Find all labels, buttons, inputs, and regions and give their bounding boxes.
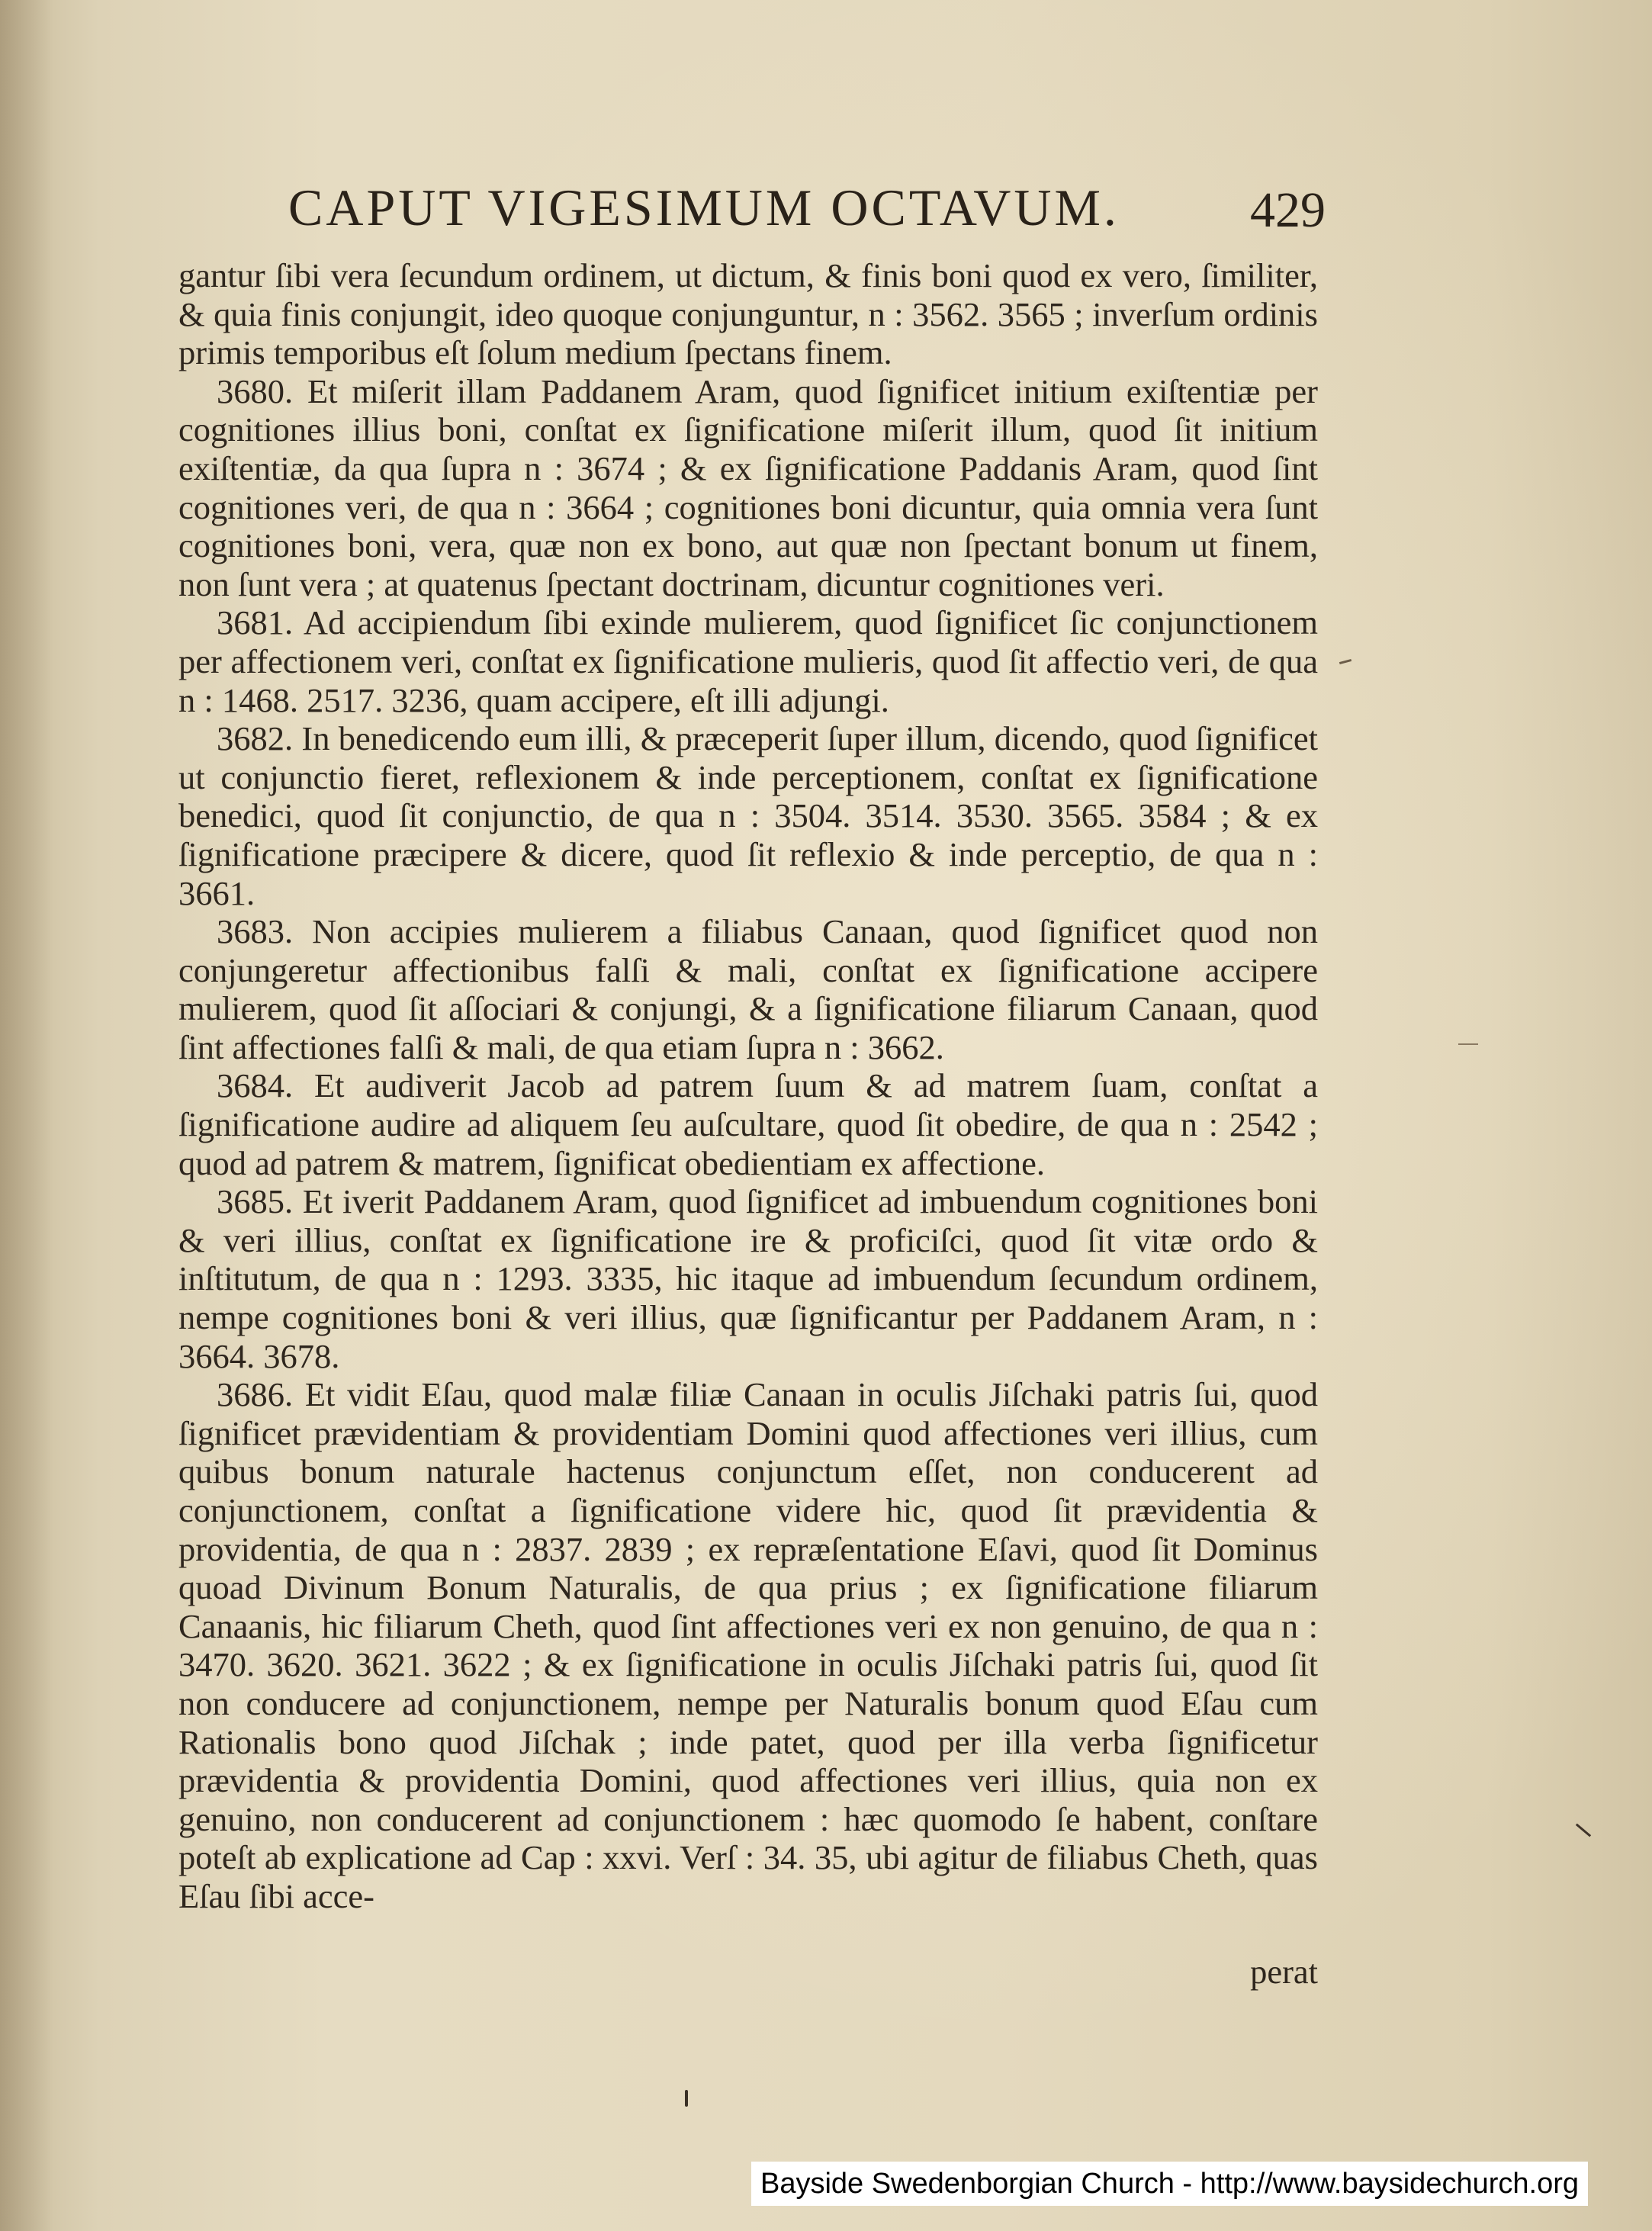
paper-speck xyxy=(1576,1824,1591,1837)
page-header xyxy=(288,169,1326,246)
watermark-credit: Bayside Swedenborgian Church - http://www.baysidechurch.org xyxy=(751,2162,1588,2206)
page-number: 429 xyxy=(1250,182,1326,238)
paragraph-3683: 3683. Non accipies mulierem a filiabus Canaan, quod ſignificet quod non conjungeretur affectionibus falſi & mali, conſtat ex ſignificatione accipere mulierem, quod ſit aſſociari & conjungi, & a ſignificatione filiarum Canaan, quod ſint affectiones falſi & mali, de qua etiam ſupra n : 3662. xyxy=(178,912,1318,1066)
paragraph-3684: 3684. Et audiverit Jacob ad patrem ſuum & ad matrem ſuam, conſtat a ſignificatione audire ad aliquem ſeu auſcultare, quod ſit obedire, de qua n : 2542 ; quod ad patrem & matrem, ſignificat obedientiam ex affectione. xyxy=(178,1066,1318,1182)
paragraph-continuation: gantur ſibi vera ſecundum ordinem, ut dictum, & finis boni quod ex vero, ſimiliter, & quia finis conjungit, ideo quoque conjunguntur, n : 3562. 3565 ; inverſum ordinis primis temporibus eſt ſolum medium ſpectans finem. xyxy=(178,256,1318,372)
ink-mark xyxy=(685,2090,688,2107)
body-text xyxy=(178,256,1318,1916)
paragraph-3680: 3680. Et miſerit illam Paddanem Aram, quod ſignificet initium exiſtentiæ per cognitiones illius boni, conſtat ex ſignificatione miſerit illum, quod ſit initium exiſtentiæ, da qua ſupra n : 3674 ; & ex ſignificatione Paddanis Aram, quod ſint cognitiones veri, de qua n : 3664 ; cognitiones boni dicuntur, quia omnia vera ſunt cognitiones boni, vera, quæ non ex bono, aut quæ non ſpectant bonum ut finem, non ſunt vera ; at quatenus ſpectant doctrinam, dicuntur cognitiones veri. xyxy=(178,371,1318,603)
running-title: CAPUT VIGESIMUM OCTAVUM. xyxy=(288,178,1120,236)
paper-speck xyxy=(1458,1043,1478,1045)
paragraph-3685: 3685. Et iverit Paddanem Aram, quod ſignificet ad imbuendum cognitiones boni & veri illius, conſtat ex ſignificatione ire & proficiſci, quod ſit vitæ ordo & inſtitutum, de qua n : 1293. 3335, hic itaque ad imbuendum ſecundum ordinem, nempe cognitiones boni & veri illius, quæ ſignificantur per Paddanem Aram, n : 3664. 3678. xyxy=(178,1182,1318,1375)
paragraph-3686: 3686. Et vidit Eſau, quod malæ filiæ Canaan in oculis Jiſchaki patris ſui, quod ſignificet prævidentiam & providentiam Domini quod affectiones veri illius, cum quibus bonum naturale hactenus conjunctum eſſet, non conducerent ad conjunctionem, conſtat a ſignificatione videre hic, quod ſit prævidentia & providentia, de qua n : 2837. 2839 ; ex repræſentatione Eſavi, quod ſit Dominus quoad Divinum Bonum Naturalis, de qua prius ; ex ſignificatione filiarum Canaanis, hic filiarum Cheth, quod ſint affectiones veri ex non genuino, de qua n : 3470. 3620. 3621. 3622 ; & ex ſignificatione in oculis Jiſchaki patris ſui, quod ſit non conducere ad conjunctionem, nempe per Naturalis bonum quod Eſau cum Rationalis bono quod Jiſchak ; inde patet, quod per illa verba ſignificetur prævidentia & providentia Domini, quod affectiones veri illius, quia non ex genuino, non conducerent ad conjunctionem : hæc quomodo ſe habent, conſtare poteſt ab explicatione ad Cap : xxvi. Verſ : 34. 35, ubi agitur de filiabus Cheth, quas Eſau ſibi acce- xyxy=(178,1375,1318,1915)
catchword: perat xyxy=(1250,1953,1318,1991)
paper-speck xyxy=(1339,659,1351,664)
paragraph-3682: 3682. In benedicendo eum illi, & præceperit ſuper illum, dicendo, quod ſignificet ut conjunctio fieret, reflexionem & inde perceptionem, conſtat ex ſignificatione benedici, quod ſit conjunctio, de qua n : 3504. 3514. 3530. 3565. 3584 ; & ex ſignificatione præcipere & dicere, quod ſit reflexio & inde perceptio, de qua n : 3661. xyxy=(178,719,1318,912)
paragraph-3681: 3681. Ad accipiendum ſibi exinde mulierem, quod ſignificet ſic conjunctionem per affectionem veri, conſtat ex ſignificatione mulieris, quod ſit affectio veri, de qua n : 1468. 2517. 3236, quam accipere, eſt illi adjungi. xyxy=(178,603,1318,719)
gutter-shadow xyxy=(0,0,53,2231)
